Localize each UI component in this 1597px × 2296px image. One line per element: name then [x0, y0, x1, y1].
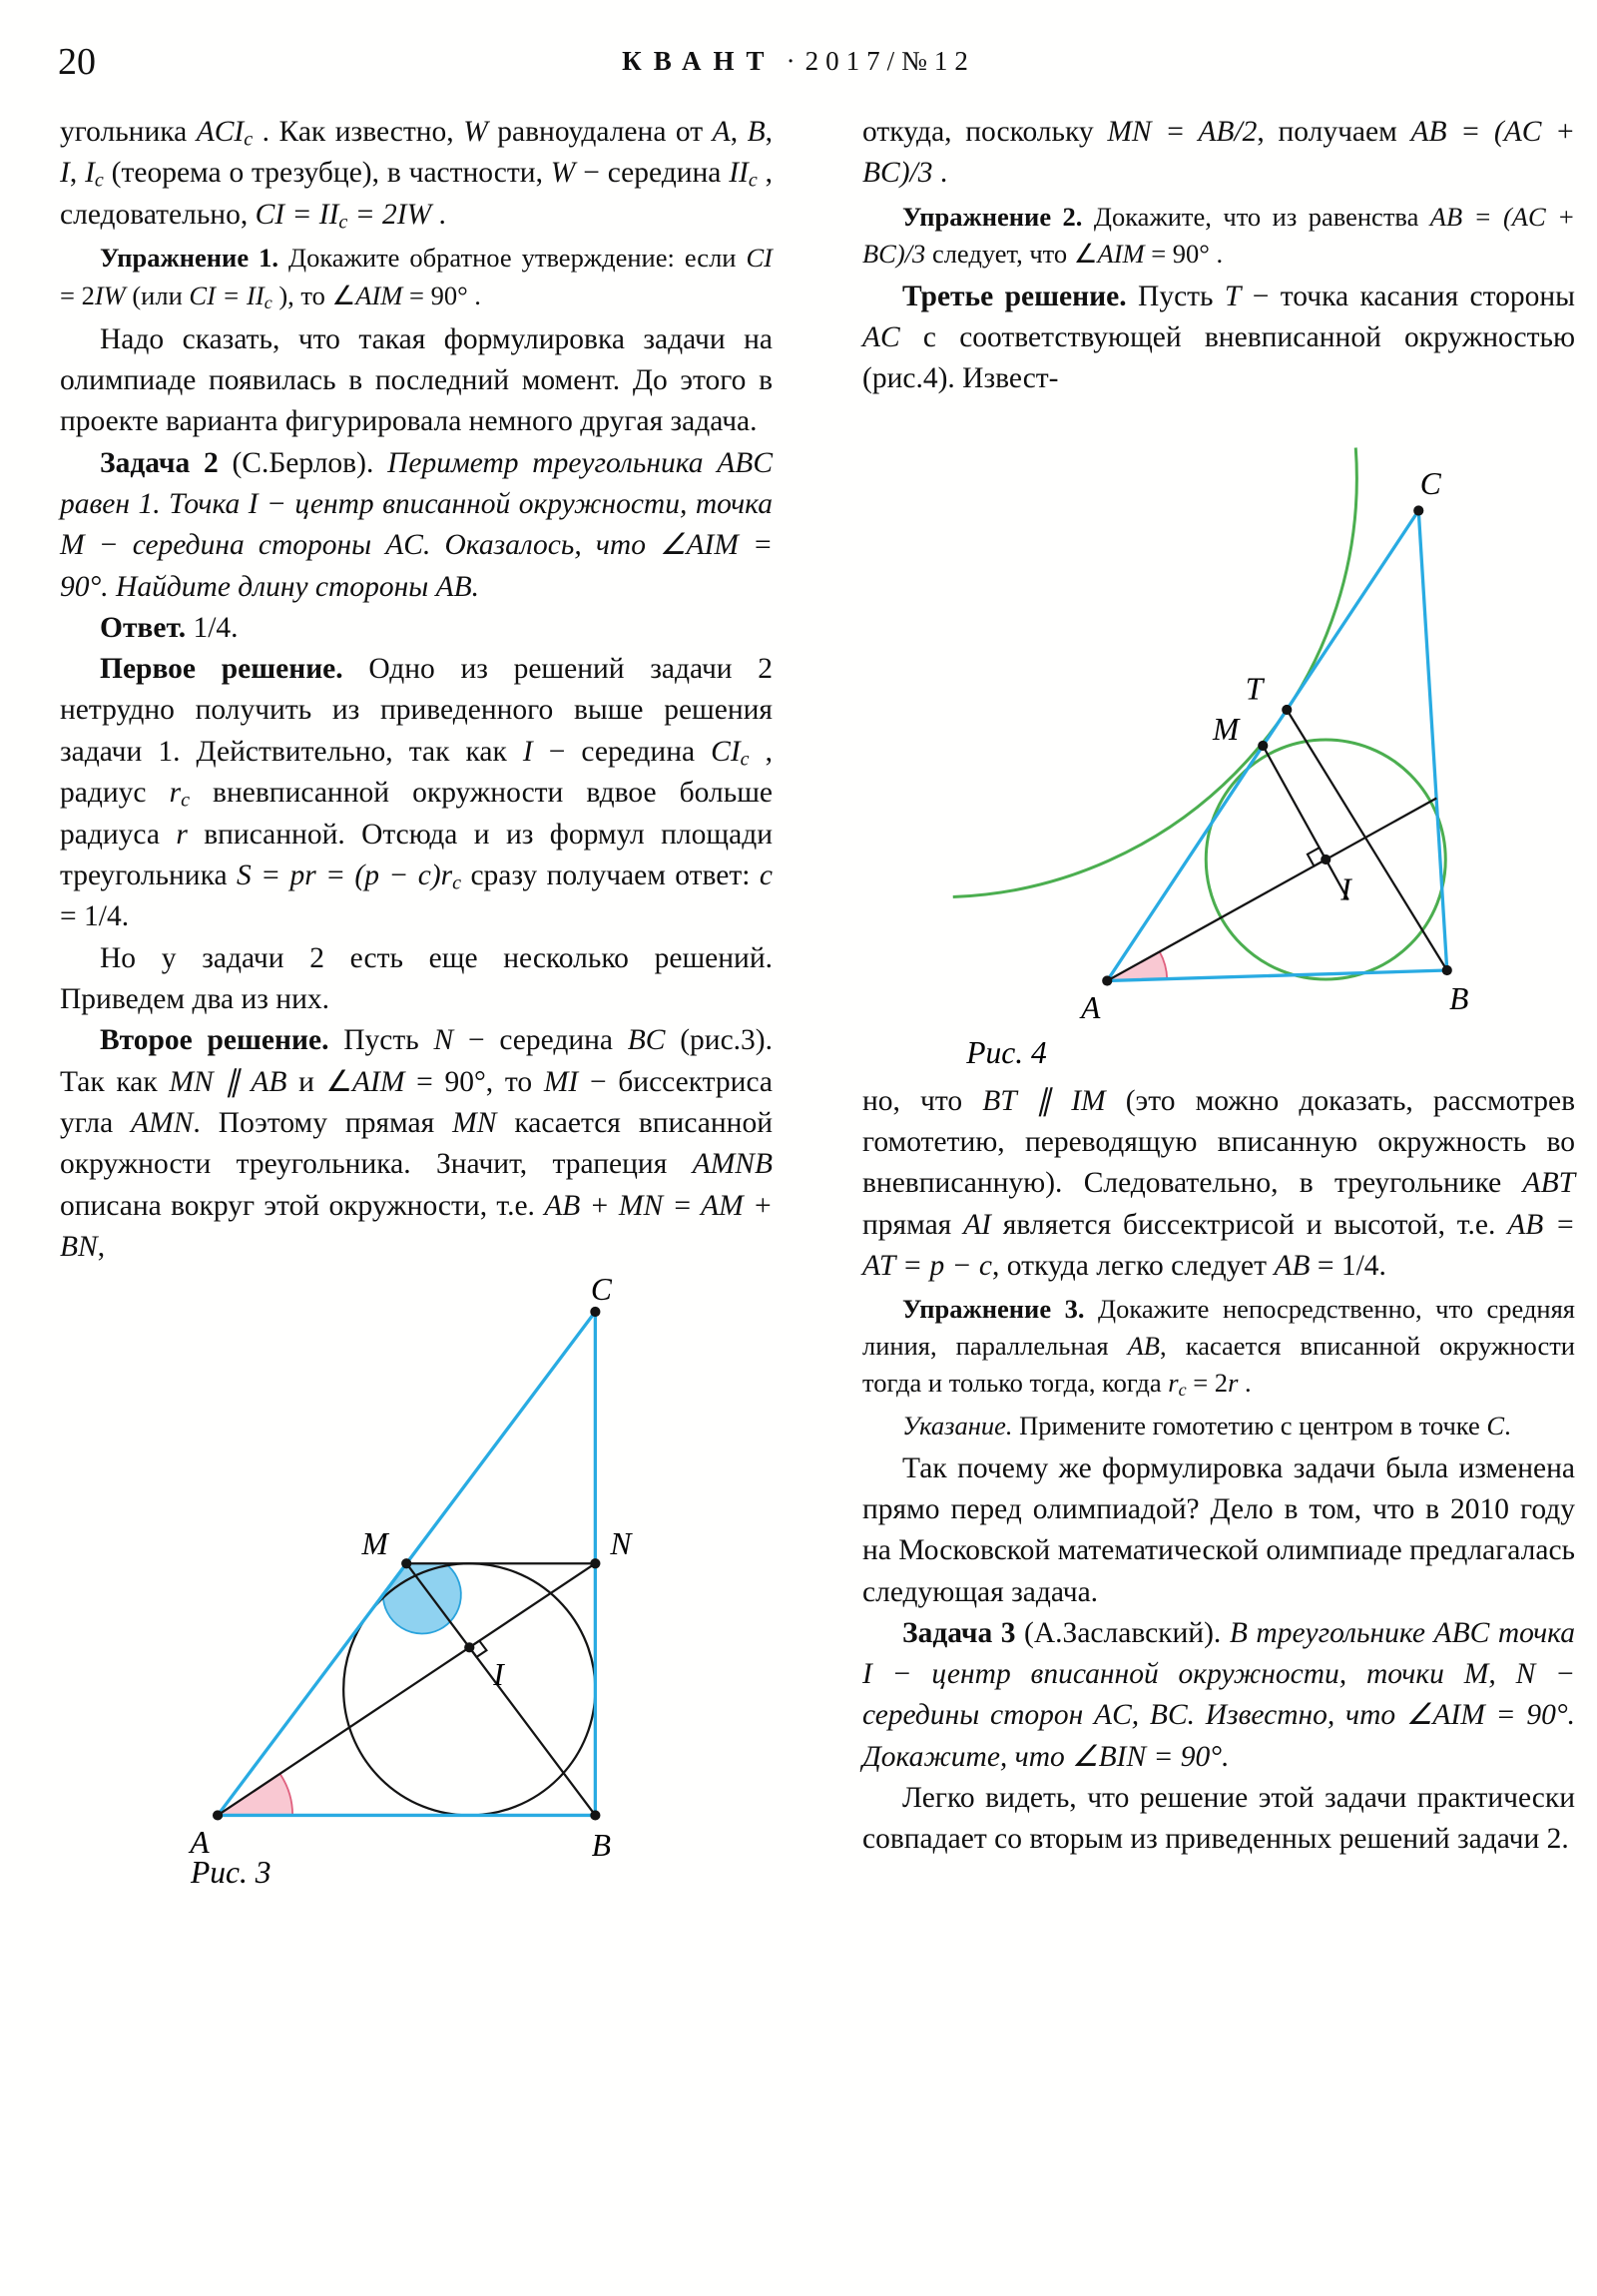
paragraph: Задача 3 (А.Заславский). В треугольнике ABC точка I − центр вписанной окружности, точки M, N − середины сторон AC, BC. Известно, что ∠AIM = 90°. Докажите, что ∠BIN = 90°. [862, 1616, 1575, 1773]
paragraph: Ответ. 1/4. [100, 611, 239, 644]
journal-issue: 2017/№12 [804, 46, 975, 76]
page-number: 20 [58, 41, 96, 83]
left-column-text [60, 112, 773, 1268]
paragraph: угольника ACIc . Как известно, W равноудалена от A, B, I, Ic (теорема о трезубце), в частности, W − середина IIc , следовательно, CI = IIc = 2IW . [60, 116, 774, 234]
paragraph: откуда, поскольку MN = AB/2, получаем AB = (AC + BC)/3 . [862, 116, 1576, 190]
line-t-b [1287, 710, 1447, 970]
figure-3 [188, 1272, 773, 1891]
angle-m-shading [383, 1563, 461, 1633]
figure-4-drawing [882, 416, 1489, 1075]
paragraph: Легко видеть, что решение этой задачи практически совпадает со вторым из приведенных решений задачи 2. [862, 1781, 1575, 1856]
figure-4 [882, 416, 1575, 1075]
point-t [1282, 705, 1292, 715]
paragraph: Упражнение 3. Докажите непосредственно, что средняя линия, параллельная AB, касается вписанной окружности тогда и только тогда, когда rc = 2r . [862, 1294, 1575, 1401]
label-c: C [1419, 465, 1441, 501]
point-b [590, 1810, 600, 1820]
paragraph: но, что BT ∥ IM (это можно доказать, рассмотрев гомотетию, переводящую вписанную окружность во вневписанную). Следовательно, в треугольнике ABT прямая AI является биссектрисой и высотой, т.е. AB = AT = p − c, откуда легко следует AB = 1/4. [862, 1084, 1575, 1282]
label-b: B [1449, 980, 1469, 1016]
paragraph: Но у задачи 2 есть еще несколько решений. Приведем два из них. [60, 941, 773, 1016]
label-c: C [590, 1272, 612, 1308]
masthead-separator: · [786, 46, 796, 76]
incircle [343, 1563, 595, 1815]
triangle-abc [1107, 510, 1447, 980]
journal-title: КВАНТ [622, 46, 777, 76]
paragraph: Так почему же формулировка задачи была изменена прямо перед олимпиадой? Дело в том, что в 2010 году на Московской математической олимпиаде предлагалась следующая задача. [862, 1451, 1575, 1608]
label-m: M [1213, 711, 1240, 747]
right-column-text-bottom [862, 1081, 1575, 1861]
point-c [590, 1307, 600, 1317]
label-a: A [1081, 989, 1101, 1025]
page-header [0, 38, 1597, 98]
figure-3-caption: Рис. 3 [191, 1855, 271, 1891]
point-b [1442, 965, 1452, 975]
label-i: I [1340, 871, 1351, 907]
excircle-arc [953, 447, 1357, 896]
right-column [862, 112, 1575, 1861]
label-m: M [361, 1526, 388, 1562]
paragraph: Упражнение 1. Докажите обратное утверждение: если CI = 2IW (или CI = IIc ), то ∠AIM = 90° . [60, 243, 773, 312]
paragraph: Задача 2 (С.Берлов). Периметр треугольника ABC равен 1. Точка I − центр вписанной окружности, точка M − середина стороны AC. Оказалось, что ∠AIM = 90°. Найдите длину стороны AB. [60, 446, 774, 603]
label-a: A [190, 1825, 210, 1861]
label-b: B [591, 1828, 612, 1864]
point-a [213, 1810, 223, 1820]
paragraph: Указание. Примените гомотетию с центром в точке C. [902, 1410, 1511, 1440]
line-a-through-i [1107, 798, 1436, 980]
point-m [401, 1558, 411, 1568]
point-a [1102, 975, 1112, 985]
point-i [1321, 855, 1331, 864]
label-n: N [610, 1526, 632, 1562]
line-m-i [1263, 746, 1348, 900]
paragraph: Надо сказать, что такая формулировка задачи на олимпиаде появилась в последний момент. До этого в проекте варианта фигурировала немного другая задача. [60, 322, 773, 438]
right-column-text-top [862, 112, 1575, 400]
point-c [1413, 505, 1423, 515]
paragraph: Упражнение 2. Докажите, что из равенства AB = (AC + BC)/3 следует, что ∠AIM = 90° . [862, 201, 1576, 269]
label-t: T [1245, 671, 1264, 707]
left-column [60, 112, 773, 1889]
journal-masthead [0, 38, 1597, 77]
paragraph: Второе решение. Пусть N − середина BC (рис.3). Так как MN ∥ AB и ∠AIM = 90°, то MI − биссектриса угла AMN. Поэтому прямая MN касается вписанной окружности треугольника. Значит, трапеция AMNB описана вокруг этой окружности, т.е. AB + MN = AM + BN, [60, 1024, 774, 1263]
point-i [464, 1642, 474, 1652]
paragraph: Третье решение. Пусть T − точка касания стороны AC с соответствующей вневписанной окружностью (рис.4). Извест- [862, 280, 1575, 395]
point-n [590, 1558, 600, 1568]
figure-4-caption: Рис. 4 [966, 1034, 1047, 1070]
label-i: I [493, 1656, 504, 1692]
figure-3-drawing [188, 1272, 705, 1891]
point-m [1258, 741, 1268, 751]
paragraph: Первое решение. Одно из решений задачи 2 нетрудно получить из приведенного выше решения задачи 1. Действительно, так как I − середина CIc , радиус rc вневписанной окружности вдвое больше радиуса r вписанной. Отсюда и из формул площади треугольника S = pr = (p − c)rc сразу получаем ответ: c = 1/4. [60, 653, 774, 933]
